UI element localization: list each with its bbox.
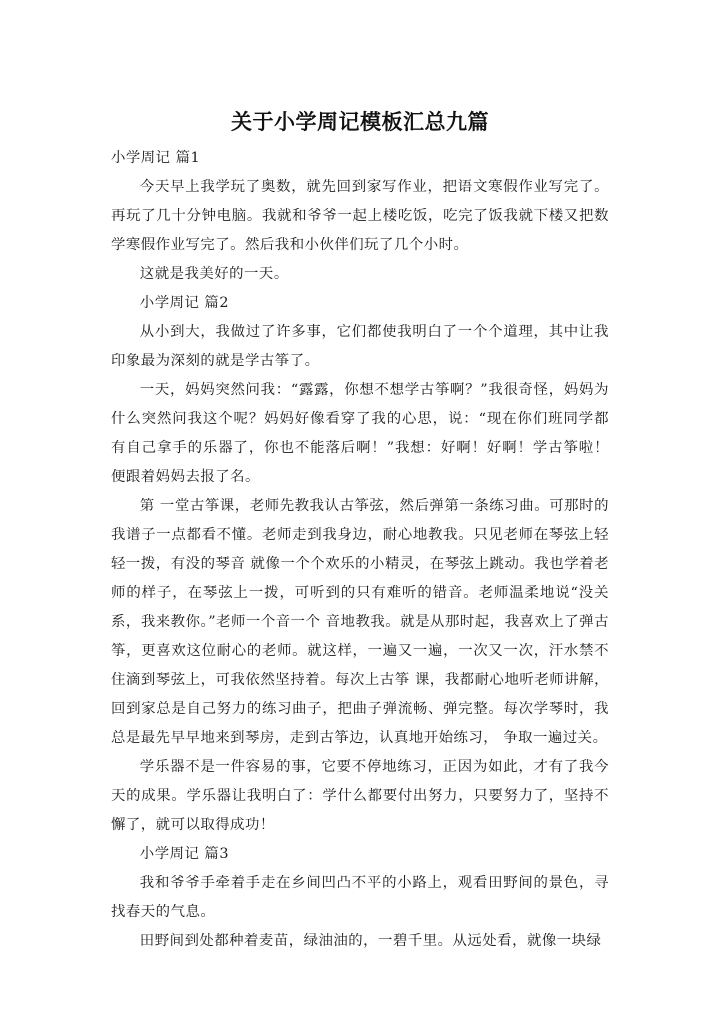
paragraph: 学乐器不是一件容易的事，它要不停地练习，正因为如此，才有了我今天的成果。学乐器让我明白了：学什么都要付出努力，只要努力了，坚持不懈了，就可以取得成功！: [111, 759, 609, 833]
section-heading-1: 小学周记 篇1: [111, 150, 201, 166]
paragraph: 一天，妈妈突然问我：“露露，你想不想学古筝啊？”我很奇怪，妈妈为什么突然问我这个呢？妈妈好像看穿了我的心思，说：“现在你们班同学都有自己拿手的乐器了，你也不能落后啊！”我想：好啊！好啊！学古筝啦！便跟着妈妈去报了名。: [111, 382, 609, 485]
paragraph: 这就是我美好的一天。: [139, 266, 289, 282]
paragraph: 今天早上我学玩了奥数，就先回到家写作业，把语文寒假作业写完了。再玩了几十分钟电脑。我就和爷爷一起上楼吃饭，吃完了饭我就下楼又把数学寒假作业写完了。然后我和小伙伴们玩了几个小时。: [111, 179, 609, 253]
paragraph: 田野间到处都种着麦苗，绿油油的，一碧千里。从远处看，就像一块绿: [139, 933, 602, 949]
document-title: 关于小学周记模板汇总九篇: [231, 110, 489, 134]
paragraph: 我和爷爷手牵着手走在乡间凹凸不平的小路上，观看田野间的景色，寻找春天的气息。: [111, 875, 609, 920]
section-heading-3: 小学周记 篇3: [139, 846, 229, 862]
paragraph: 从小到大，我做过了许多事，它们都使我明白了一个个道理，其中让我印象最为深刻的就是学古筝了。: [111, 324, 609, 369]
section-heading-2: 小学周记 篇2: [139, 295, 229, 311]
document-body: [111, 144, 609, 956]
paragraph: 第 一堂古筝课，老师先教我认古筝弦，然后弹第一条练习曲。可那时的我谱子一点都看不懂。老师走到我身边，耐心地教我。只见老师在琴弦上轻轻一拨，有没的琴音 就像一个个欢乐的小精灵，在琴弦上跳动。我也学着老师的样子，在琴弦上一拨，可听到的只有难听的错音。老师温柔地说“没关系，我来教你。”老师一个音一个 音地教我。就是从那时起，我喜欢上了弹古筝，更喜欢这位耐心的老师。就这样，一遍又一遍，一次又一次，汗水禁不住滴到琴弦上，可我依然坚持着。每次上古筝 课，我都耐心地听老师讲解，回到家总是自己努力的练习曲子，把曲子弹流畅、弹完整。每次学琴时，我总是最先早早地来到琴房，走到古筝边，认真地开始练习， 争取一遍过关。: [111, 498, 609, 746]
